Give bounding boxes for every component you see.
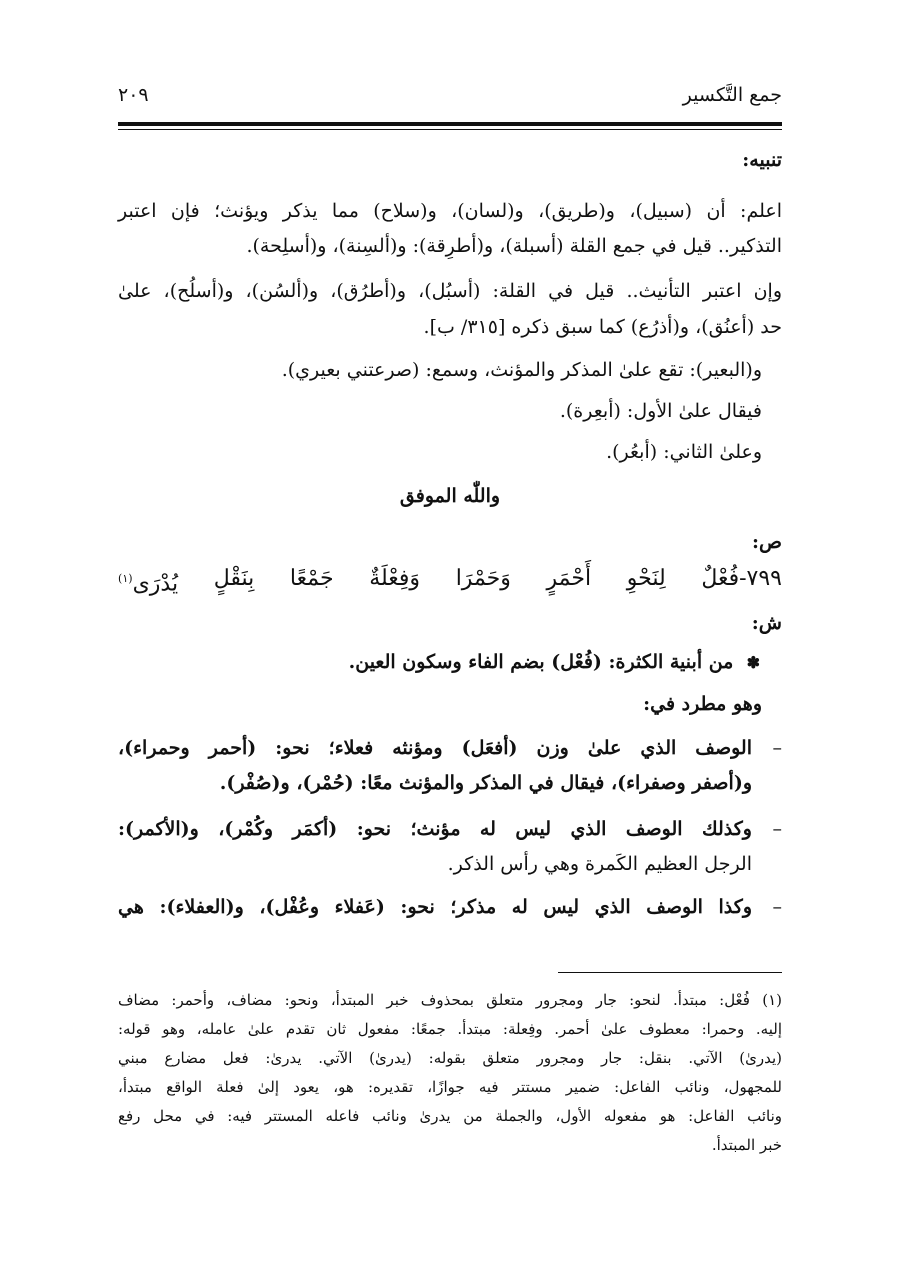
verse-word-2: لِنَحْوِ <box>626 566 666 591</box>
verse-word-7: بِنَقْلٍ <box>213 566 255 591</box>
commentary-intro <box>349 647 760 678</box>
footnote-marker: (١) <box>118 572 133 585</box>
notice-line: حد (أعنُق)، و(أذرُع) كما سبق ذكره [٣١٥/ ب]. <box>423 316 782 338</box>
intro-text: من أبنية الكثرة: (فُعْل) بضم الفاء وسكون العين. <box>348 651 734 673</box>
notice-line: فيقال علىٰ الأول: (أبعِرة). <box>559 400 762 422</box>
footnote-line: للمجهول، ونائب الفاعل: ضمير مستتر فيه جوازًا، تقديره: هو، يعود إلىٰ فعلة الواقع مبتدأ، <box>118 1078 782 1096</box>
notice-line: اعلم: أن (سبيل)، و(طريق)، و(لسان)، و(سلاح) مما يذكر ويؤنث؛ فإن اعتبر <box>118 200 782 222</box>
list-item-continuation: الرجل العظيم الكَمرة وهي رأس الذكر. <box>447 853 752 875</box>
footnote-line: إليه. وحمرا: معطوف علىٰ أحمر. وفِعلة: مبتدأ. جمعًا: مفعول ثان تقدم علىٰ عامله، وهو قوله: <box>118 1020 782 1038</box>
page-number: ٢٠٩ <box>118 84 149 106</box>
notice-line: و(البعير): تقع علىٰ المذكر والمؤنث، وسمع: (صرعتني بعيري). <box>281 359 762 381</box>
list-item <box>118 892 782 922</box>
verse-label: ص: <box>752 531 782 553</box>
notice-line: وعلىٰ الثاني: (أبعُر). <box>606 441 762 463</box>
page-header <box>118 84 782 114</box>
header-rule-thin <box>118 129 782 130</box>
verse-word-6: جَمْعًا <box>289 566 334 591</box>
running-title: جمع التَّكسير <box>682 84 782 106</box>
notice-line: وإن اعتبر التأنيث.. قيل في القلة: (أسبُل)، و(أطرُق)، و(ألسُن)، و(أسلُح)، علىٰ <box>118 280 782 302</box>
header-rule-thick <box>118 122 782 126</box>
closing-phrase: واللّٰه الموفق <box>399 485 501 507</box>
dash-bullet-icon: – <box>772 737 782 759</box>
footnote-line: (يدرىٰ) الآتي. بنقل: جار ومجرور متعلق بقوله: (يدرىٰ) الآتي. يدرىٰ: فعل مضارع مبني <box>118 1049 782 1067</box>
list-item <box>118 733 782 763</box>
list-item <box>118 814 782 844</box>
verse-word-1: ٧٩٩-فُعْلٌ <box>701 566 782 591</box>
dash-bullet-icon: – <box>772 818 782 840</box>
asterisk-bullet-icon: ✽ <box>746 653 760 672</box>
list-item-text: وكذا الوصف الذي ليس له مذكر؛ نحو: (عَفلاء وعُفْل)، و(العفلاء): هي <box>118 896 752 918</box>
verse-word-4: وَحَمْرَا <box>455 566 511 591</box>
verse-word-3: أَحْمَرٍ <box>546 566 592 591</box>
regular-in-label: وهو مطرد في: <box>643 693 762 715</box>
verse-number: ٧٩٩- <box>739 566 782 591</box>
notice-heading: تنبيه: <box>742 149 782 171</box>
footnote-separator <box>558 972 782 973</box>
verse-word-5: وَفِعْلَةٌ <box>369 566 421 591</box>
commentary-label: ش: <box>751 612 782 634</box>
notice-line: التذكير.. قيل في جمع القلة (أسبلة)، و(أطرِقة): و(ألسِنة)، و(أسلِحة). <box>246 235 782 257</box>
footnote-line: (١) فُعْل: مبتدأ. لنحو: جار ومجرور متعلق بمحذوف خبر المبتدأ، ونحو: مضاف، وأحمر: مضاف <box>118 991 782 1009</box>
footnote-line: خبر المبتدأ. <box>711 1136 782 1154</box>
verse-line <box>118 562 782 601</box>
dash-bullet-icon: – <box>772 896 782 918</box>
list-item-text: الوصف الذي علىٰ وزن (أفعَل) ومؤنثه فعلاء؛ نحو: (أحمر وحمراء)، <box>118 737 752 759</box>
list-item-continuation: و(أصفر وصفراء)، فيقال في المذكر والمؤنث معًا: (حُمْر)، و(صُفْر). <box>219 772 752 794</box>
list-item-text: وكذلك الوصف الذي ليس له مؤنث؛ نحو: (أكمَر وكُمْر)، و(الأكمر): <box>118 818 752 840</box>
verse-word-8: يُدْرَى$^{(١)}$ <box>118 571 179 597</box>
footnote-line: ونائب الفاعل: هو مفعوله الأول، والجملة من يدرىٰ ونائب فاعله المستتر فيه: في محل رفع <box>118 1107 782 1125</box>
